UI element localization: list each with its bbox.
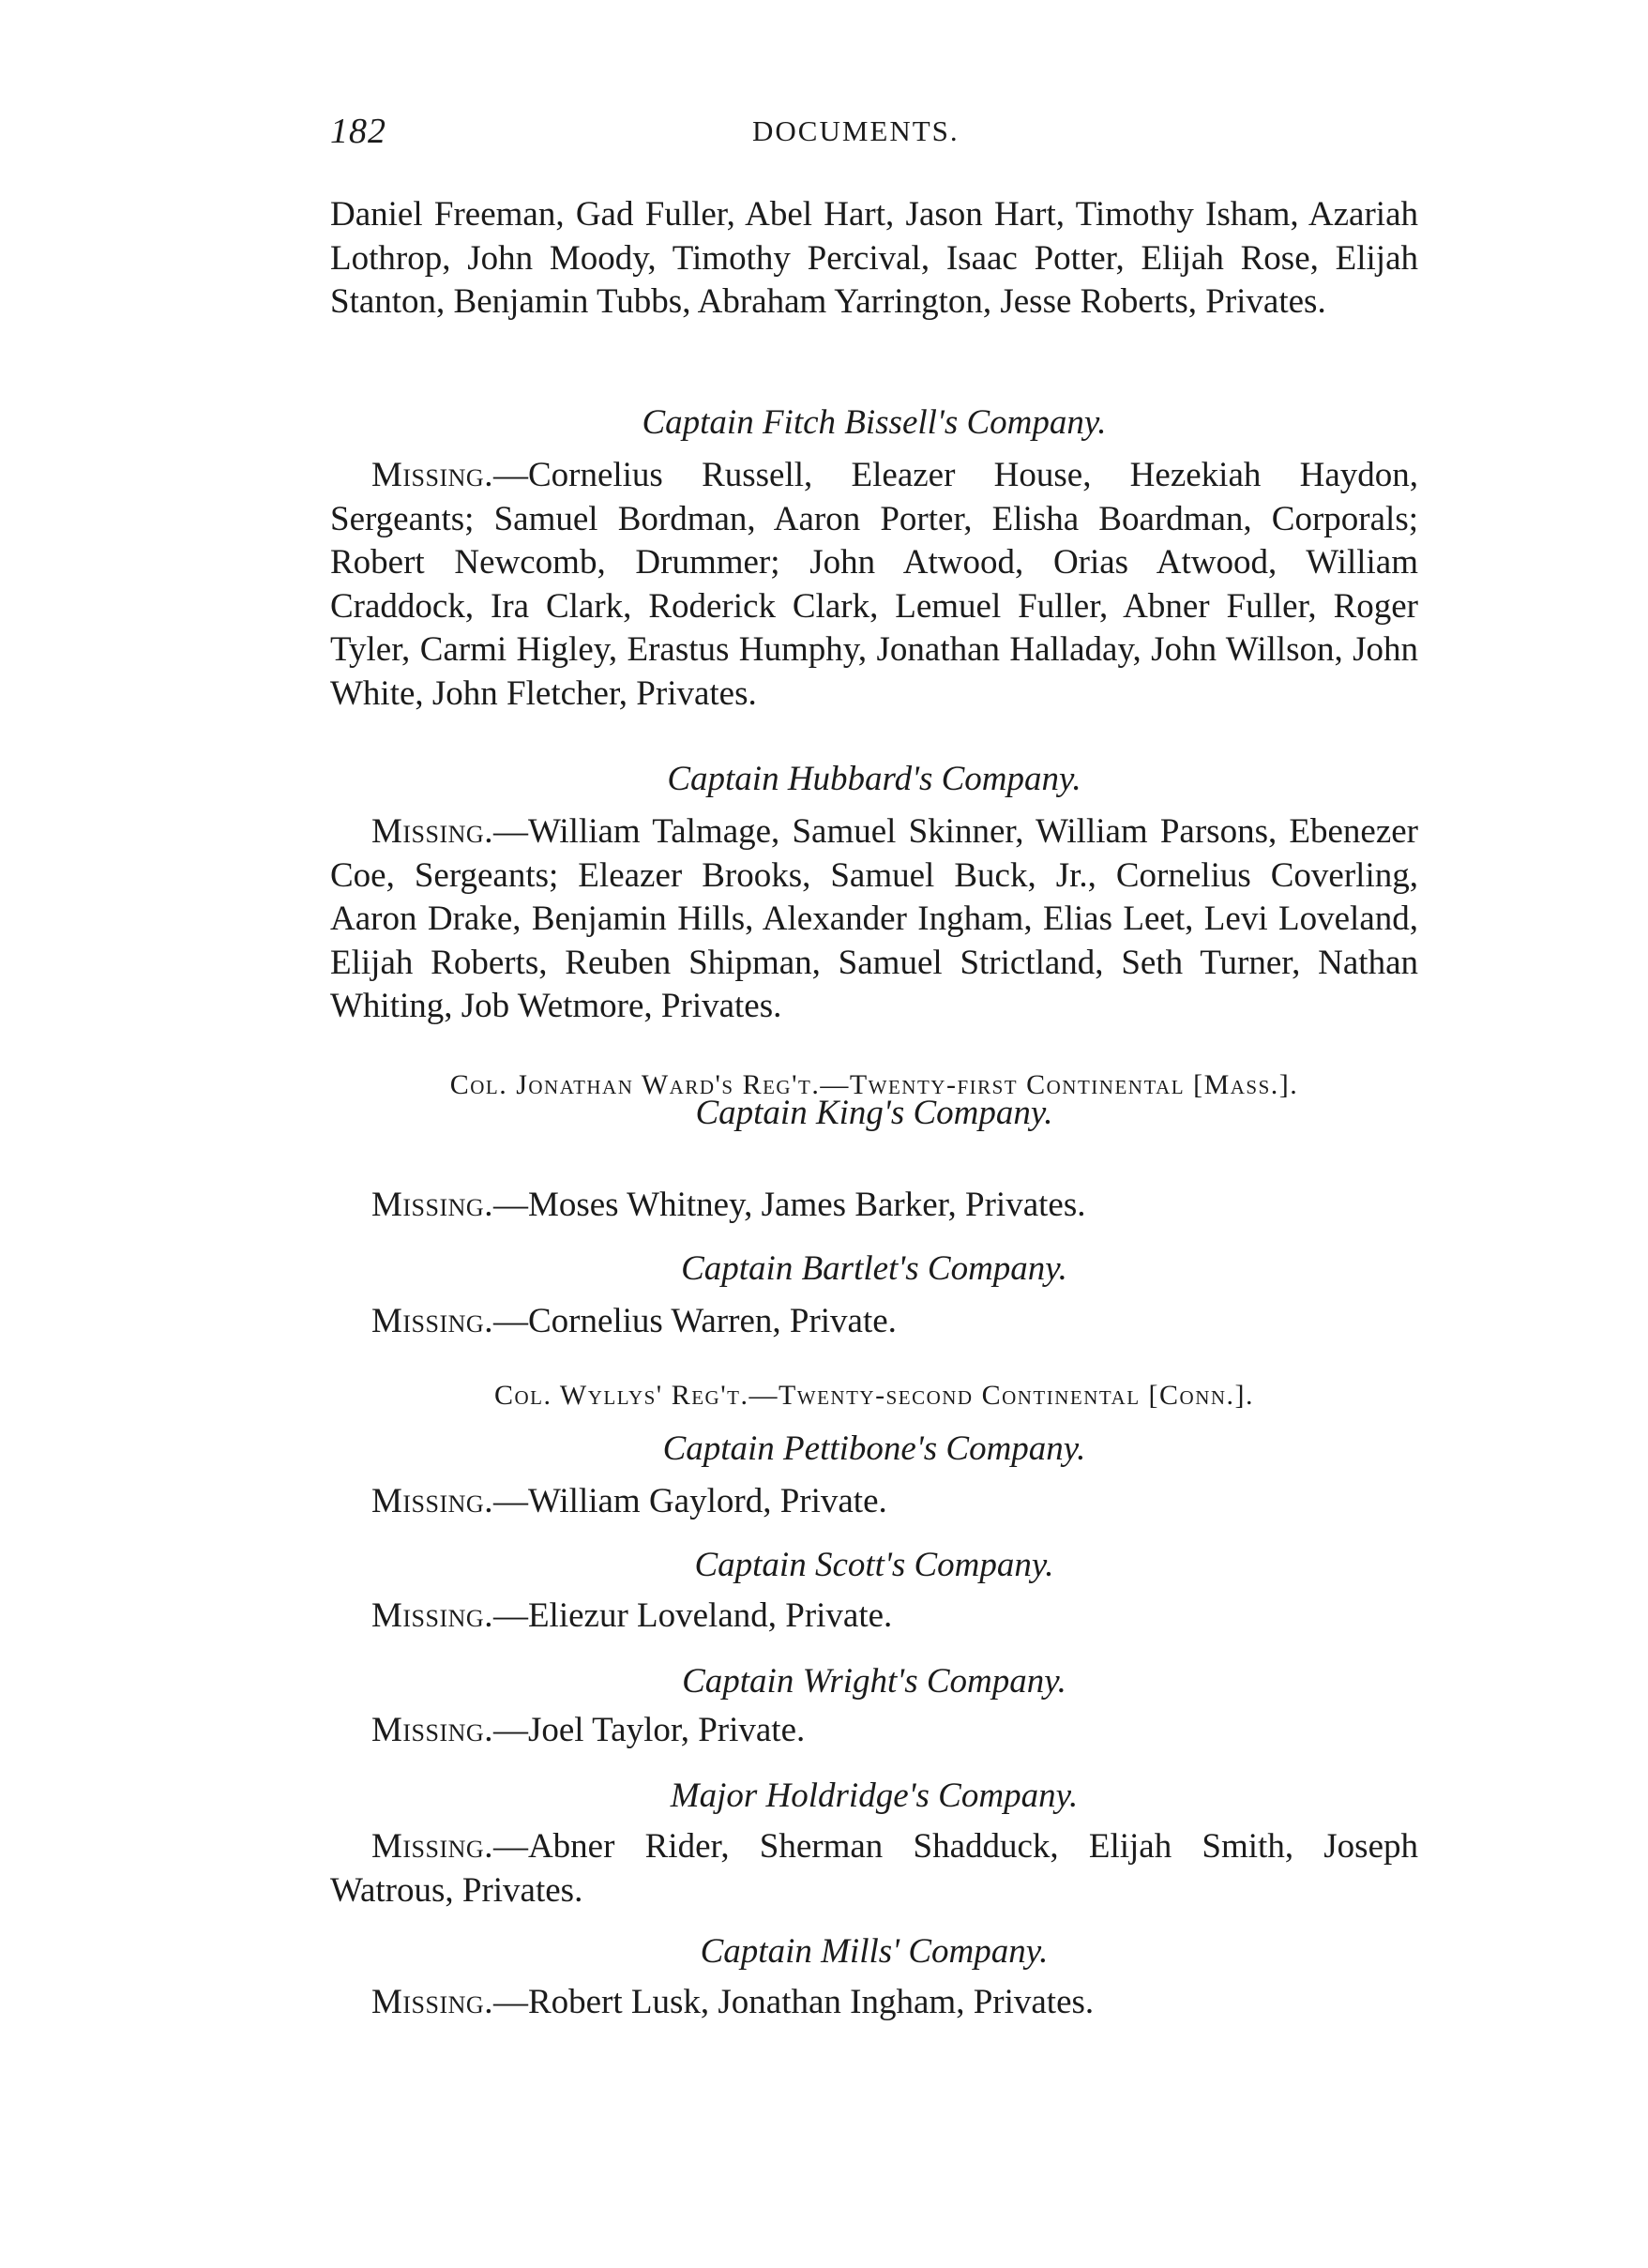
regiment-heading: Col. Jonathan Ward's Reg't.—Twenty-first Continental [Mass.].	[449, 1069, 1299, 1100]
company-roster	[330, 454, 1418, 716]
missing-label: Missing.	[371, 1482, 493, 1520]
roster-text: —Eliezur Loveland, Private.	[492, 1596, 893, 1635]
roster-text: —William Talmage, Samuel Skinner, William Parsons, Ebenezer Coe, Sergeants; Eleazer Brooks, Samuel Buck, Jr., Cornelius Coverling, Aaron Drake, Benjamin Hills, Alexander Ingham, Elias Leet, Levi Loveland, Elijah Roberts, Reuben Shipman, Samuel Strictland, Seth Turner, Nathan Whiting, Job Wetmore, Privates.	[330, 812, 1418, 1025]
roster-text: —Joel Taylor, Private.	[492, 1711, 806, 1749]
company-roster	[330, 1981, 1418, 2025]
company-roster	[330, 810, 1418, 1029]
missing-label: Missing.	[371, 1711, 493, 1749]
company-heading: Captain Hubbard's Company.	[667, 760, 1081, 798]
regiment-heading: Col. Wyllys' Reg't.—Twenty-second Continental [Conn.].	[493, 1380, 1255, 1411]
company-roster	[330, 1184, 1418, 1228]
company-heading: Captain Fitch Bissell's Company.	[642, 403, 1107, 442]
missing-label: Missing.	[371, 1186, 493, 1224]
company-heading: Captain Scott's Company.	[694, 1546, 1054, 1584]
company-roster	[330, 1825, 1418, 1913]
page-number: 182	[330, 112, 386, 151]
missing-label: Missing.	[371, 1596, 493, 1635]
roster-text: —William Gaylord, Private.	[492, 1482, 887, 1520]
company-roster	[330, 1480, 1418, 1524]
company-heading: Captain Wright's Company.	[682, 1662, 1066, 1701]
roster-text: —Cornelius Warren, Private.	[492, 1302, 897, 1340]
roster-text: —Moses Whitney, James Barker, Privates.	[492, 1186, 1086, 1224]
company-roster	[330, 1595, 1418, 1639]
company-heading: Captain Bartlet's Company.	[681, 1249, 1067, 1288]
missing-label: Missing.	[371, 1302, 493, 1340]
company-heading: Captain Mills' Company.	[700, 1932, 1049, 1971]
company-roster	[330, 1300, 1418, 1344]
roster-text: —Robert Lusk, Jonathan Ingham, Privates.	[492, 1983, 1095, 2021]
company-heading: Captain King's Company.	[695, 1094, 1053, 1132]
missing-label: Missing.	[371, 1827, 493, 1866]
roster-text: —Cornelius Russell, Eleazer House, Hezekiah Haydon, Sergeants; Samuel Bordman, Aaron Porter, Elisha Boardman, Corporals; Robert Newcomb, Drummer; John Atwood, Orias Atwood, William Craddock, Ira Clark, Roderick Clark, Lemuel Fuller, Abner Fuller, Roger Tyler, Carmi Higley, Erastus Humphy, Jonathan Halladay, John Willson, John White, John Fletcher, Privates.	[330, 456, 1418, 713]
roster-text: —Abner Rider, Sherman Shadduck, Elijah Smith, Joseph Watrous, Privates.	[330, 1827, 1418, 1910]
company-roster	[330, 1709, 1418, 1753]
missing-label: Missing.	[371, 812, 493, 851]
running-title: DOCUMENTS.	[752, 114, 960, 147]
company-heading: Captain Pettibone's Company.	[662, 1429, 1086, 1468]
running-head	[330, 111, 1418, 158]
company-heading: Major Holdridge's Company.	[670, 1777, 1079, 1815]
missing-label: Missing.	[371, 1983, 493, 2021]
missing-label: Missing.	[371, 456, 493, 494]
continuation-paragraph	[330, 193, 1418, 325]
continuation-text: Daniel Freeman, Gad Fuller, Abel Hart, Jason Hart, Timothy Isham, Azariah Lothrop, John Moody, Timothy Percival, Isaac Potter, Elijah Rose, Elijah Stanton, Benjamin Tubbs, Abraham Yarrington, Jesse Roberts, Privates.	[330, 195, 1418, 321]
